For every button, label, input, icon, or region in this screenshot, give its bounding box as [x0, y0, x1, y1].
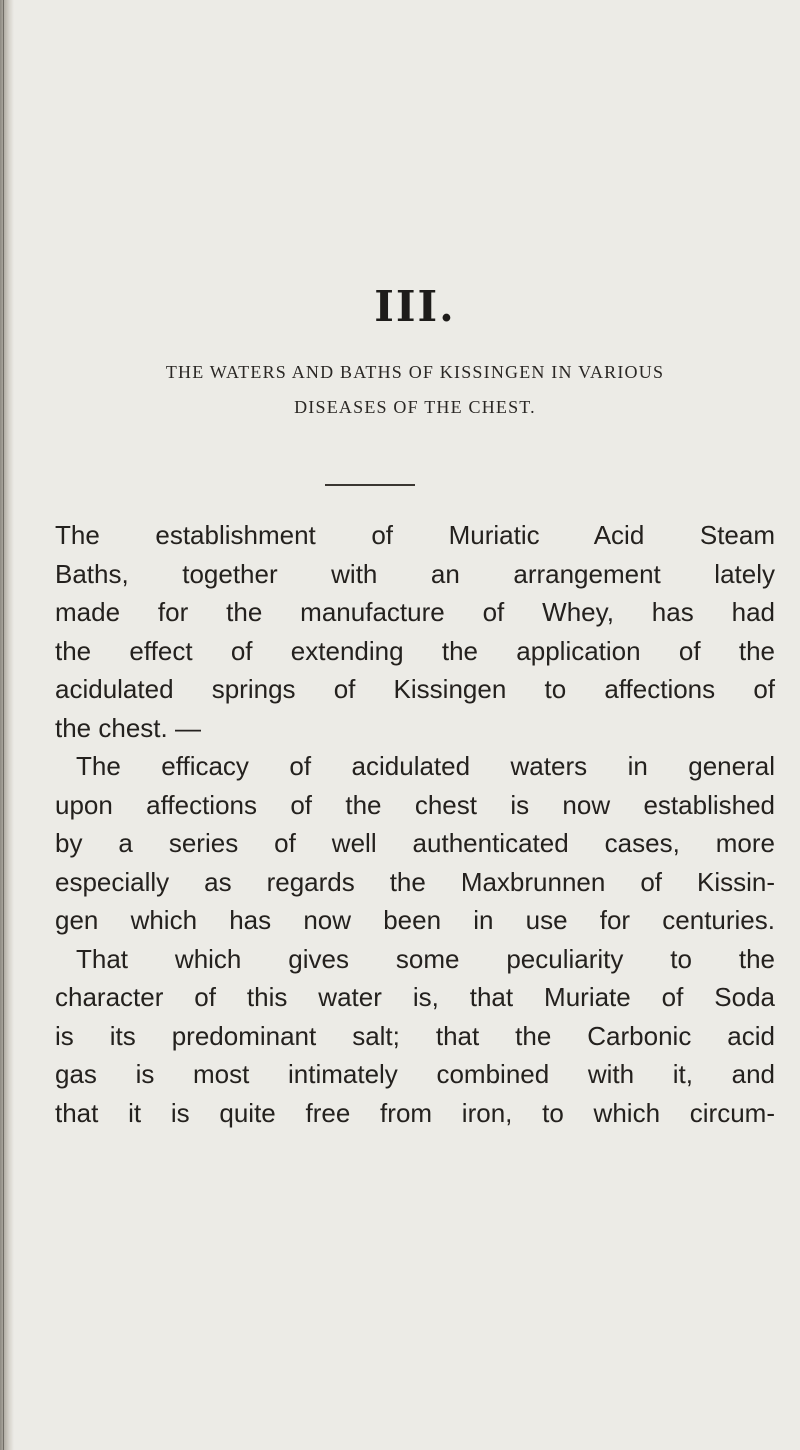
text-line: by a series of well authenticated cases, more [55, 828, 775, 858]
text-line: Baths, together with an arrangement lately [55, 558, 775, 589]
text-line: upon affections of the chest is now established [55, 789, 775, 820]
text-line: character of this water is, that Muriate of Soda [55, 982, 775, 1012]
text-line: especially as regards the Maxbrunnen of Kissin- [55, 866, 775, 897]
chapter-number: III. [374, 282, 456, 331]
text-line: made for the manufacture of Whey, has had [55, 597, 775, 627]
chapter-heading-line-2: DISEASES OF THE CHEST. [294, 397, 536, 417]
text-line: gen which has now been in use for centuries. [55, 905, 775, 935]
chapter-heading-line-1: THE WATERS AND BATHS OF KISSINGEN IN VARIOUS [165, 362, 665, 382]
body-text [55, 516, 775, 1132]
text-line: gas is most intimately combined with it, and [55, 1059, 775, 1089]
text-line: The establishment of Muriatic Acid Steam [55, 520, 775, 550]
book-page [55, 0, 775, 1450]
text-line: the effect of extending the application of the [55, 635, 775, 666]
text-line: The efficacy of acidulated waters in general [76, 751, 775, 781]
text-line: acidulated springs of Kissingen to affections of [55, 674, 775, 704]
text-line: is its predominant salt; that the Carbonic acid [55, 1020, 775, 1051]
page-edge-line [3, 0, 4, 1450]
section-divider-rule [325, 484, 415, 486]
text-line: That which gives some peculiarity to the [76, 943, 775, 974]
text-line: that it is quite free from iron, to which circum- [55, 1097, 775, 1128]
text-line: the chest. — [55, 712, 201, 743]
